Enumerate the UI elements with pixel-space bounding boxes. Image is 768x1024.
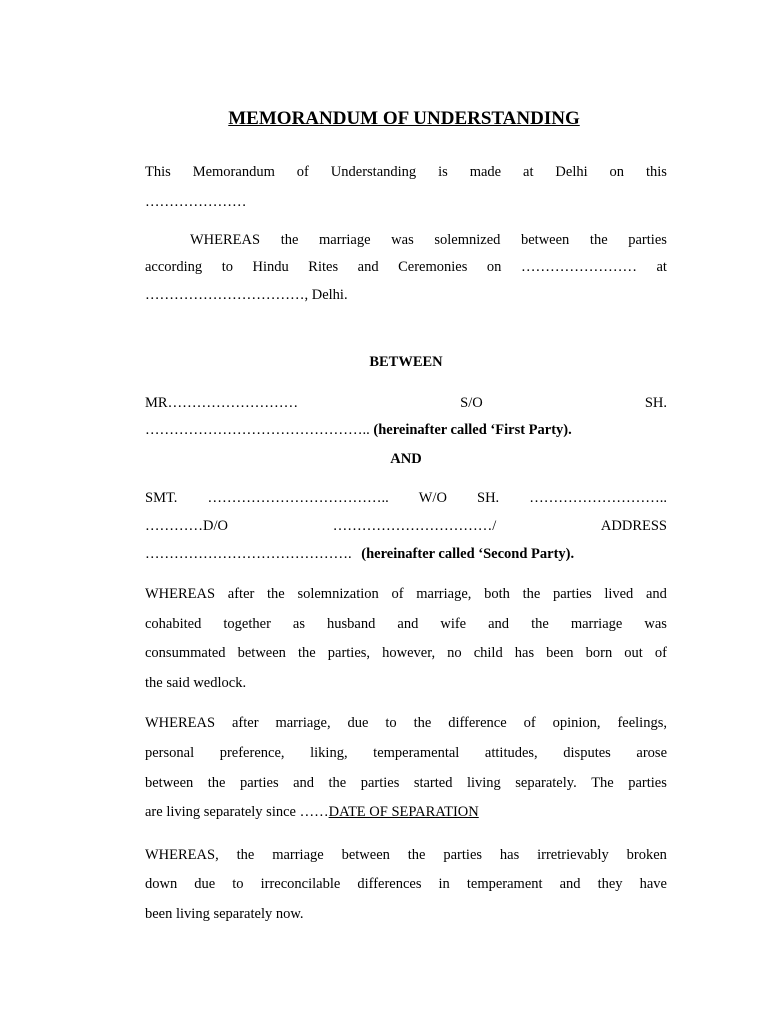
and-heading: AND xyxy=(390,451,422,467)
word: …………D/O xyxy=(145,518,228,534)
word: between xyxy=(237,645,286,661)
second-party-address-blank: ……………………………………. xyxy=(145,546,352,562)
para3-line-2 xyxy=(145,875,667,893)
word: The xyxy=(591,775,614,791)
word: however, xyxy=(382,645,436,661)
word: marriage, xyxy=(275,715,331,731)
first-party-designation: (hereinafter called ‘First Party). xyxy=(373,422,572,438)
word: temperament xyxy=(466,876,543,892)
word: at xyxy=(656,259,667,275)
word: together xyxy=(223,616,271,632)
word: is xyxy=(438,164,448,180)
word: parties xyxy=(552,586,592,602)
word: This xyxy=(145,164,171,180)
word: MR……………………… xyxy=(145,395,299,411)
word: separately. xyxy=(515,775,577,791)
word: in xyxy=(438,876,450,892)
word: marriage xyxy=(272,847,324,863)
word: husband xyxy=(327,616,376,632)
second-party-line-1 xyxy=(145,489,667,507)
between-heading: BETWEEN xyxy=(369,354,443,370)
word: consummated xyxy=(145,645,226,661)
word: lived xyxy=(604,586,634,602)
para2-line-1 xyxy=(145,714,667,732)
word: parties xyxy=(360,775,400,791)
word: SH. xyxy=(477,490,500,506)
word: due xyxy=(347,715,369,731)
marriage-line-1 xyxy=(190,231,667,249)
word: between xyxy=(145,775,194,791)
word: no xyxy=(447,645,462,661)
word: WHEREAS xyxy=(190,232,261,248)
word: WHEREAS, xyxy=(145,847,219,863)
marriage-line-3: ……………………………, Delhi. xyxy=(145,287,348,303)
word: Delhi xyxy=(555,164,588,180)
word: the xyxy=(407,847,426,863)
para2-line-2 xyxy=(145,744,667,762)
word: …………………… xyxy=(520,259,637,275)
word: as xyxy=(292,616,306,632)
word: according xyxy=(145,259,203,275)
word: Ceremonies xyxy=(398,259,468,275)
word: opinion, xyxy=(552,715,601,731)
para1-line-3 xyxy=(145,644,667,662)
word: Hindu xyxy=(252,259,289,275)
word: the xyxy=(297,645,316,661)
word: the xyxy=(413,715,432,731)
para1-line-4: the said wedlock. xyxy=(145,675,247,691)
word: born xyxy=(585,645,613,661)
word: ……………………………/ xyxy=(332,518,497,534)
word: cohabited xyxy=(145,616,202,632)
word: of xyxy=(391,586,404,602)
word: Understanding xyxy=(330,164,417,180)
word: this xyxy=(645,164,667,180)
word: solemnized xyxy=(434,232,501,248)
first-party-name-blank: ……………………………………….. xyxy=(145,422,370,438)
second-party-line-2 xyxy=(145,517,667,535)
word: ……………………………….. xyxy=(207,490,389,506)
word: and xyxy=(559,876,581,892)
para3-line-1 xyxy=(145,846,667,864)
marriage-line-2 xyxy=(145,258,667,276)
word: marriage xyxy=(570,616,623,632)
word: marriage, xyxy=(416,586,472,602)
word: at xyxy=(523,164,534,180)
word: and xyxy=(646,586,667,602)
word: to xyxy=(221,259,233,275)
document-title: MEMORANDUM OF UNDERSTANDING xyxy=(228,108,580,129)
intro-line-2: ………………… xyxy=(145,194,247,210)
word: the xyxy=(267,586,285,602)
word: has xyxy=(499,847,520,863)
word: preference, xyxy=(219,745,285,761)
word: feelings, xyxy=(617,715,667,731)
word: have xyxy=(639,876,667,892)
word: parties xyxy=(443,847,483,863)
word: out xyxy=(624,645,643,661)
word: after xyxy=(227,586,255,602)
word: irretrievably xyxy=(537,847,609,863)
para1-line-1 xyxy=(145,585,667,603)
word: between xyxy=(341,847,390,863)
word: parties xyxy=(628,232,667,248)
word: attitudes, xyxy=(484,745,538,761)
word: the xyxy=(280,232,299,248)
word: and xyxy=(293,775,315,791)
word: SH. xyxy=(644,395,667,411)
word: living xyxy=(466,775,501,791)
word: difference xyxy=(448,715,507,731)
first-party-line-1 xyxy=(145,394,667,412)
word: arose xyxy=(636,745,667,761)
word: WHEREAS xyxy=(145,586,216,602)
second-party-designation: (hereinafter called ‘Second Party). xyxy=(361,546,575,562)
word: parties xyxy=(628,775,667,791)
para1-line-2 xyxy=(145,615,667,633)
word: started xyxy=(413,775,453,791)
para2-line-3 xyxy=(145,774,667,792)
word: S/O xyxy=(460,395,483,411)
word: and xyxy=(397,616,419,632)
word: of xyxy=(523,715,536,731)
word: has xyxy=(514,645,535,661)
word: of xyxy=(654,645,667,661)
word: ……………………….. xyxy=(529,490,667,506)
word: on xyxy=(486,259,502,275)
word: and xyxy=(488,616,510,632)
para3-line-3: been living separately now. xyxy=(145,906,304,922)
word: child xyxy=(473,645,503,661)
word: been xyxy=(546,645,574,661)
word: marriage xyxy=(319,232,371,248)
word: personal xyxy=(145,745,195,761)
word: the xyxy=(531,616,549,632)
second-party-line-3 xyxy=(145,545,667,563)
word: the xyxy=(236,847,255,863)
word: the xyxy=(589,232,608,248)
word: made xyxy=(469,164,502,180)
word: parties xyxy=(239,775,279,791)
intro-line-1 xyxy=(145,163,667,181)
word: SMT. xyxy=(145,490,178,506)
word: both xyxy=(484,586,510,602)
word: after xyxy=(232,715,259,731)
word: was xyxy=(644,616,667,632)
word: the xyxy=(522,586,541,602)
word: liking, xyxy=(310,745,348,761)
word: differences xyxy=(357,876,422,892)
word: due xyxy=(194,876,216,892)
word: of xyxy=(296,164,309,180)
date-of-separation-field: DATE OF SEPARATION xyxy=(328,804,479,820)
first-party-line-2 xyxy=(145,421,667,439)
word: down xyxy=(145,876,178,892)
word: to xyxy=(385,715,397,731)
word: the xyxy=(328,775,347,791)
word: parties, xyxy=(327,645,371,661)
word: wife xyxy=(440,616,467,632)
word: irreconcilable xyxy=(260,876,341,892)
word: they xyxy=(597,876,623,892)
word: WHEREAS xyxy=(145,715,216,731)
word: broken xyxy=(626,847,667,863)
word: between xyxy=(521,232,570,248)
word: temperamental xyxy=(373,745,460,761)
word: to xyxy=(232,876,244,892)
word: and xyxy=(357,259,379,275)
word: Rites xyxy=(308,259,339,275)
para2-line-4 xyxy=(145,803,667,821)
word: ADDRESS xyxy=(600,518,667,534)
word: disputes xyxy=(563,745,611,761)
word: was xyxy=(391,232,414,248)
word: the xyxy=(207,775,226,791)
word: solemnization xyxy=(297,586,379,602)
para2-separation-prefix: are living separately since …… xyxy=(145,804,329,820)
word: W/O xyxy=(418,490,447,506)
word: Memorandum xyxy=(192,164,275,180)
word: on xyxy=(609,164,625,180)
